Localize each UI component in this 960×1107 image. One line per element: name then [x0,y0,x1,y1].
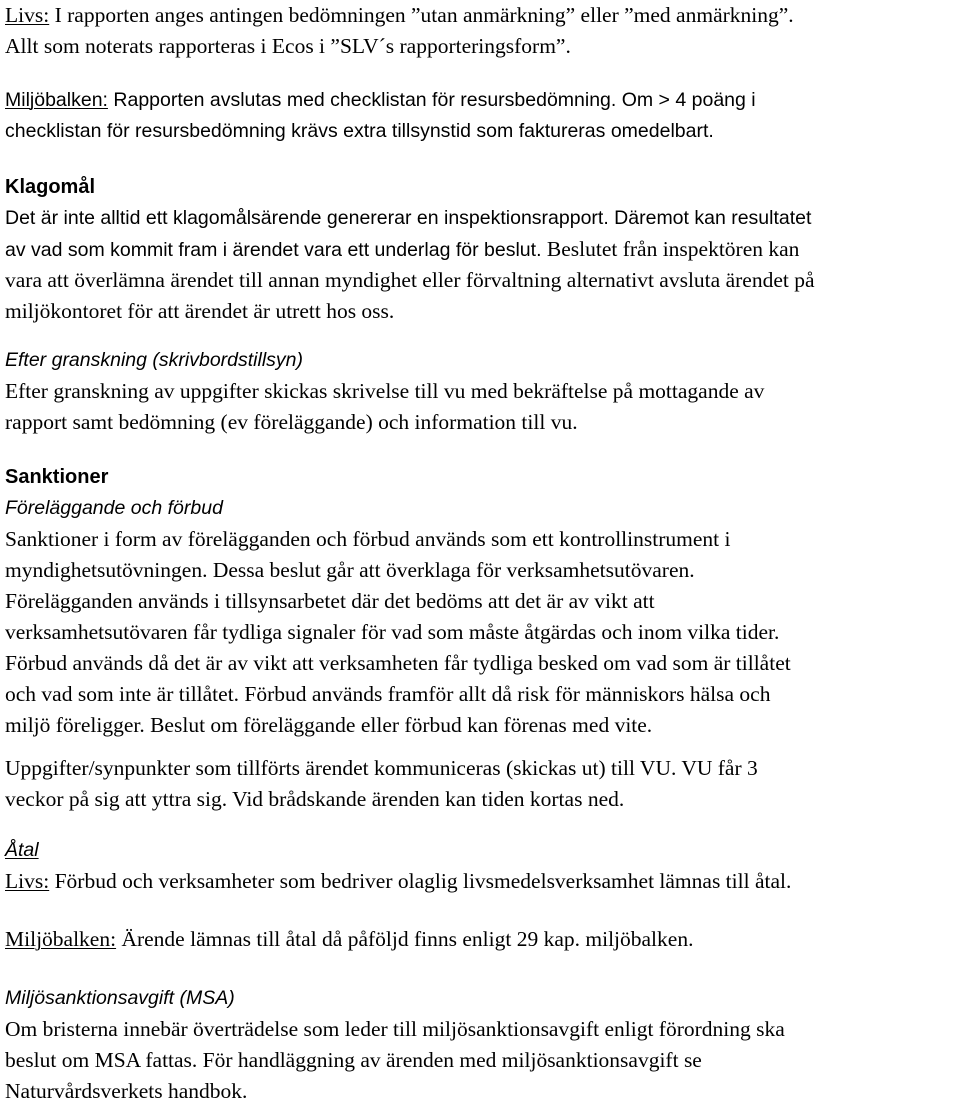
efter-granskning-line-2: rapport samt bedömning (ev föreläggande) och information till vu. [5,410,578,434]
atal-miljobalken-line: Miljöbalken: Ärende lämnas till åtal då påföljd finns enligt 29 kap. miljöbalken. [5,927,694,951]
atal-miljobalken-paragraph [5,924,955,955]
miljobalken-report-line-2: checklistan för resursbedömning krävs extra tillsynstid som faktureras omedelbart. [5,120,714,142]
sanktioner-line: verksamhetsutövaren får tydliga signaler för vad som måste åtgärdas och inom vilka tider. [5,620,780,644]
uppgifter-line-1: Uppgifter/synpunkter som tillförts ärendet kommuniceras (skickas ut) till VU. VU får 3 [5,756,758,780]
sanktioner-line: Förbud används då det är av vikt att verksamheten får tydliga besked om vad som är tillåtet [5,651,791,675]
msa-line-3: Naturvårdsverkets handbok. [5,1079,248,1103]
msa-line-1: Om bristerna innebär överträdelse som leder till miljösanktionsavgift enligt förordning ska [5,1017,785,1041]
sanktioner-section [5,462,955,741]
sanktioner-line: Sanktioner i form av förelägganden och förbud används som ett kontrollinstrument i [5,527,731,551]
klagomal-section [5,172,955,327]
atal-section [5,835,955,897]
efter-granskning-line-1: Efter granskning av uppgifter skickas skrivelse till vu med bekräftelse på mottagande av [5,379,765,403]
miljobalken-label: Miljöbalken: [5,89,108,111]
klagomal-line-1: Det är inte alltid ett klagomålsärende genererar en inspektionsrapport. Däremot kan resultatet [5,207,812,229]
atal-livs-line: Livs: Förbud och verksamheter som bedriver olaglig livsmedelsverksamhet lämnas till åtal. [5,869,792,893]
efter-granskning-section [5,345,955,438]
miljobalken-report-paragraph [5,85,955,147]
livs-report-paragraph [5,0,955,62]
miljobalken-report-line-1: Miljöbalken: Rapporten avslutas med checklistan för resursbedömning. Om > 4 poäng i [5,89,756,111]
msa-line-2: beslut om MSA fattas. För handläggning av ärenden med miljösanktionsavgift se [5,1048,702,1072]
klagomal-line-3: vara att överlämna ärendet till annan myndighet eller förvaltning alternativt avsluta ärendet på [5,268,815,292]
atal-heading: Åtal [5,839,39,861]
livs-report-line-1: Livs: I rapporten anges antingen bedömningen ”utan anmärkning” eller ”med anmärkning”. [5,3,794,27]
efter-granskning-heading: Efter granskning (skrivbordstillsyn) [5,349,304,371]
klagomal-line-2: av vad som kommit fram i ärendet vara ett underlag för beslut. Beslutet från inspektören kan [5,237,800,261]
klagomal-line-4: miljökontoret för att ärendet är utrett hos oss. [5,299,395,323]
atal-miljobalken-label: Miljöbalken: [5,927,117,951]
uppgifter-paragraph [5,753,955,815]
sanktioner-heading: Sanktioner [5,466,109,488]
klagomal-heading: Klagomål [5,176,96,198]
atal-livs-label: Livs: [5,869,50,893]
msa-heading: Miljösanktionsavgift (MSA) [5,987,235,1009]
sanktioner-line: Förelägganden används i tillsynsarbetet där det bedöms att det är av vikt att [5,589,655,613]
msa-section [5,983,955,1107]
forelaggande-forbud-subheading: Föreläggande och förbud [5,497,223,519]
sanktioner-line: miljö föreligger. Beslut om föreläggande eller förbud kan förenas med vite. [5,713,653,737]
livs-report-line-2: Allt som noterats rapporteras i Ecos i ”SLV´s rapporteringsform”. [5,34,571,58]
uppgifter-line-2: veckor på sig att yttra sig. Vid brådskande ärenden kan tiden kortas ned. [5,787,625,811]
sanktioner-line: myndighetsutövningen. Dessa beslut går att överklaga för verksamhetsutövaren. [5,558,695,582]
sanktioner-line: och vad som inte är tillåtet. Förbud används framför allt då risk för människors hälsa och [5,682,771,706]
livs-label: Livs: [5,3,50,27]
